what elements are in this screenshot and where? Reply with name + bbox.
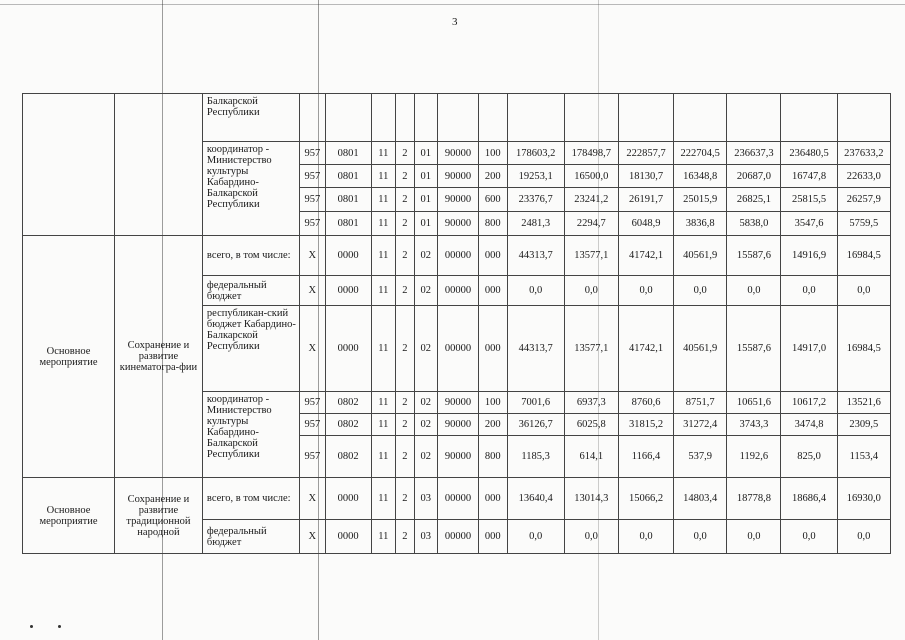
value-cell: 825,0 bbox=[781, 436, 837, 478]
value-cell: 20687,0 bbox=[727, 165, 781, 188]
empty-cell bbox=[727, 94, 781, 142]
value-cell: 236637,3 bbox=[727, 142, 781, 165]
rzpr-cell: 0000 bbox=[325, 236, 371, 276]
grbs-cell: 957 bbox=[300, 212, 326, 236]
program-code-cell: 11 bbox=[371, 520, 396, 554]
event-code-cell: 03 bbox=[414, 478, 438, 520]
program-code-cell: 11 bbox=[371, 165, 396, 188]
grbs-cell: X bbox=[300, 236, 326, 276]
rzpr-cell: 0801 bbox=[325, 212, 371, 236]
value-cell: 18130,7 bbox=[618, 165, 673, 188]
value-cell: 537,9 bbox=[674, 436, 727, 478]
event-code-cell: 01 bbox=[414, 188, 438, 212]
value-cell: 16500,0 bbox=[564, 165, 618, 188]
vr-cell: 000 bbox=[478, 276, 507, 306]
event-code-cell: 01 bbox=[414, 165, 438, 188]
value-cell: 15066,2 bbox=[618, 478, 673, 520]
value-cell: 10651,6 bbox=[727, 392, 781, 414]
value-cell: 16747,8 bbox=[781, 165, 837, 188]
value-cell: 25815,5 bbox=[781, 188, 837, 212]
direction-code-cell: 90000 bbox=[438, 392, 479, 414]
value-cell: 26825,1 bbox=[727, 188, 781, 212]
direction-code-cell: 90000 bbox=[438, 142, 479, 165]
value-cell: 5759,5 bbox=[837, 212, 890, 236]
program-code-cell: 11 bbox=[371, 392, 396, 414]
empty-cell bbox=[507, 94, 564, 142]
value-cell: 31272,4 bbox=[674, 414, 727, 436]
value-cell: 36126,7 bbox=[507, 414, 564, 436]
value-cell: 2294,7 bbox=[564, 212, 618, 236]
value-cell: 222857,7 bbox=[618, 142, 673, 165]
table-row bbox=[23, 478, 891, 520]
value-cell: 8760,6 bbox=[618, 392, 673, 414]
scan-artifact-top bbox=[0, 4, 905, 5]
value-cell: 0,0 bbox=[618, 276, 673, 306]
executor-cell: координатор - Министерство культуры Кабардино-Балкарской Республики bbox=[202, 392, 299, 478]
subprogram-code-cell: 2 bbox=[396, 436, 414, 478]
empty-cell bbox=[325, 94, 371, 142]
table-row-continuation bbox=[23, 94, 891, 142]
value-cell: 237633,2 bbox=[837, 142, 890, 165]
value-cell: 178603,2 bbox=[507, 142, 564, 165]
status-cell: Основное мероприятие bbox=[23, 478, 115, 554]
value-cell: 40561,9 bbox=[674, 236, 727, 276]
event-code-cell: 02 bbox=[414, 414, 438, 436]
vr-cell: 200 bbox=[478, 165, 507, 188]
direction-code-cell: 90000 bbox=[438, 414, 479, 436]
value-cell: 15587,6 bbox=[727, 236, 781, 276]
executor-cell: федеральный бюджет bbox=[202, 276, 299, 306]
value-cell: 0,0 bbox=[618, 520, 673, 554]
grbs-cell: 957 bbox=[300, 165, 326, 188]
value-cell: 41742,1 bbox=[618, 236, 673, 276]
direction-code-cell: 90000 bbox=[438, 188, 479, 212]
subprogram-code-cell: 2 bbox=[396, 392, 414, 414]
value-cell: 44313,7 bbox=[507, 306, 564, 392]
value-cell: 18686,4 bbox=[781, 478, 837, 520]
value-cell: 178498,7 bbox=[564, 142, 618, 165]
rzpr-cell: 0802 bbox=[325, 392, 371, 414]
event-code-cell: 01 bbox=[414, 142, 438, 165]
rzpr-cell: 0801 bbox=[325, 165, 371, 188]
subprogram-code-cell: 2 bbox=[396, 212, 414, 236]
subprogram-code-cell: 2 bbox=[396, 142, 414, 165]
program-code-cell: 11 bbox=[371, 436, 396, 478]
value-cell: 236480,5 bbox=[781, 142, 837, 165]
rzpr-cell: 0000 bbox=[325, 520, 371, 554]
program-code-cell: 11 bbox=[371, 188, 396, 212]
value-cell: 1192,6 bbox=[727, 436, 781, 478]
event-code-cell: 02 bbox=[414, 276, 438, 306]
value-cell: 0,0 bbox=[507, 276, 564, 306]
event-code-cell: 03 bbox=[414, 520, 438, 554]
executor-cell: всего, в том числе: bbox=[202, 478, 299, 520]
value-cell: 1166,4 bbox=[618, 436, 673, 478]
name-cell-blank-a bbox=[115, 94, 203, 236]
value-cell: 0,0 bbox=[781, 520, 837, 554]
subprogram-code-cell: 2 bbox=[396, 188, 414, 212]
page-number: 3 bbox=[452, 16, 458, 28]
program-code-cell: 11 bbox=[371, 478, 396, 520]
vr-cell: 000 bbox=[478, 478, 507, 520]
budget-table bbox=[22, 93, 891, 554]
direction-code-cell: 00000 bbox=[438, 520, 479, 554]
value-cell: 1185,3 bbox=[507, 436, 564, 478]
value-cell: 16348,8 bbox=[674, 165, 727, 188]
program-code-cell: 11 bbox=[371, 212, 396, 236]
value-cell: 31815,2 bbox=[618, 414, 673, 436]
vr-cell: 800 bbox=[478, 212, 507, 236]
scan-artifact-dot bbox=[58, 625, 61, 628]
event-code-cell: 02 bbox=[414, 306, 438, 392]
value-cell: 0,0 bbox=[674, 520, 727, 554]
value-cell: 8751,7 bbox=[674, 392, 727, 414]
empty-cell bbox=[414, 94, 438, 142]
value-cell: 15587,6 bbox=[727, 306, 781, 392]
executor-cell: Балкарской Республики bbox=[202, 94, 299, 142]
status-cell: Основное мероприятие bbox=[23, 236, 115, 478]
subprogram-code-cell: 2 bbox=[396, 478, 414, 520]
event-code-cell: 02 bbox=[414, 436, 438, 478]
value-cell: 19253,1 bbox=[507, 165, 564, 188]
value-cell: 3836,8 bbox=[674, 212, 727, 236]
value-cell: 0,0 bbox=[674, 276, 727, 306]
value-cell: 0,0 bbox=[781, 276, 837, 306]
vr-cell: 800 bbox=[478, 436, 507, 478]
vr-cell: 600 bbox=[478, 188, 507, 212]
executor-cell: всего, в том числе: bbox=[202, 236, 299, 276]
program-code-cell: 11 bbox=[371, 306, 396, 392]
empty-cell bbox=[300, 94, 326, 142]
value-cell: 16984,5 bbox=[837, 236, 890, 276]
vr-cell: 000 bbox=[478, 520, 507, 554]
value-cell: 14917,0 bbox=[781, 306, 837, 392]
subprogram-code-cell: 2 bbox=[396, 236, 414, 276]
value-cell: 13014,3 bbox=[564, 478, 618, 520]
subprogram-code-cell: 2 bbox=[396, 520, 414, 554]
event-code-cell: 01 bbox=[414, 212, 438, 236]
value-cell: 3474,8 bbox=[781, 414, 837, 436]
grbs-cell: X bbox=[300, 478, 326, 520]
value-cell: 16984,5 bbox=[837, 306, 890, 392]
empty-cell bbox=[781, 94, 837, 142]
value-cell: 6025,8 bbox=[564, 414, 618, 436]
value-cell: 40561,9 bbox=[674, 306, 727, 392]
value-cell: 13521,6 bbox=[837, 392, 890, 414]
direction-code-cell: 00000 bbox=[438, 276, 479, 306]
empty-cell bbox=[674, 94, 727, 142]
value-cell: 1153,4 bbox=[837, 436, 890, 478]
value-cell: 0,0 bbox=[564, 276, 618, 306]
grbs-cell: X bbox=[300, 520, 326, 554]
subprogram-code-cell: 2 bbox=[396, 276, 414, 306]
value-cell: 0,0 bbox=[837, 520, 890, 554]
direction-code-cell: 00000 bbox=[438, 236, 479, 276]
rzpr-cell: 0000 bbox=[325, 478, 371, 520]
table-row bbox=[23, 236, 891, 276]
value-cell: 7001,6 bbox=[507, 392, 564, 414]
value-cell: 3743,3 bbox=[727, 414, 781, 436]
subprogram-code-cell: 2 bbox=[396, 414, 414, 436]
value-cell: 41742,1 bbox=[618, 306, 673, 392]
grbs-cell: 957 bbox=[300, 142, 326, 165]
value-cell: 25015,9 bbox=[674, 188, 727, 212]
direction-code-cell: 90000 bbox=[438, 165, 479, 188]
value-cell: 6937,3 bbox=[564, 392, 618, 414]
scan-artifact-dot bbox=[30, 625, 33, 628]
value-cell: 0,0 bbox=[727, 520, 781, 554]
value-cell: 2481,3 bbox=[507, 212, 564, 236]
event-name-cell: Сохранение и развитие кинематогра-фии bbox=[115, 236, 203, 478]
rzpr-cell: 0802 bbox=[325, 436, 371, 478]
vr-cell: 000 bbox=[478, 306, 507, 392]
value-cell: 222704,5 bbox=[674, 142, 727, 165]
grbs-cell: 957 bbox=[300, 436, 326, 478]
executor-cell: координатор - Министерство культуры Кабардино-Балкарской Республики bbox=[202, 142, 299, 236]
value-cell: 26191,7 bbox=[618, 188, 673, 212]
grbs-cell: X bbox=[300, 276, 326, 306]
value-cell: 0,0 bbox=[727, 276, 781, 306]
value-cell: 22633,0 bbox=[837, 165, 890, 188]
program-code-cell: 11 bbox=[371, 236, 396, 276]
grbs-cell: 957 bbox=[300, 392, 326, 414]
value-cell: 0,0 bbox=[507, 520, 564, 554]
vr-cell: 000 bbox=[478, 236, 507, 276]
value-cell: 2309,5 bbox=[837, 414, 890, 436]
direction-code-cell: 90000 bbox=[438, 212, 479, 236]
vr-cell: 100 bbox=[478, 142, 507, 165]
vr-cell: 100 bbox=[478, 392, 507, 414]
empty-cell bbox=[396, 94, 414, 142]
program-code-cell: 11 bbox=[371, 276, 396, 306]
grbs-cell: X bbox=[300, 306, 326, 392]
event-name-cell: Сохранение и развитие традиционной народной bbox=[115, 478, 203, 554]
value-cell: 6048,9 bbox=[618, 212, 673, 236]
empty-cell bbox=[618, 94, 673, 142]
empty-cell bbox=[478, 94, 507, 142]
value-cell: 13577,1 bbox=[564, 306, 618, 392]
program-code-cell: 11 bbox=[371, 142, 396, 165]
value-cell: 18778,8 bbox=[727, 478, 781, 520]
vr-cell: 200 bbox=[478, 414, 507, 436]
executor-cell: федеральный бюджет bbox=[202, 520, 299, 554]
grbs-cell: 957 bbox=[300, 188, 326, 212]
value-cell: 23376,7 bbox=[507, 188, 564, 212]
rzpr-cell: 0801 bbox=[325, 142, 371, 165]
value-cell: 44313,7 bbox=[507, 236, 564, 276]
empty-cell bbox=[564, 94, 618, 142]
event-code-cell: 02 bbox=[414, 236, 438, 276]
value-cell: 26257,9 bbox=[837, 188, 890, 212]
program-code-cell: 11 bbox=[371, 414, 396, 436]
rzpr-cell: 0801 bbox=[325, 188, 371, 212]
value-cell: 14803,4 bbox=[674, 478, 727, 520]
value-cell: 614,1 bbox=[564, 436, 618, 478]
direction-code-cell: 00000 bbox=[438, 306, 479, 392]
value-cell: 10617,2 bbox=[781, 392, 837, 414]
empty-cell bbox=[371, 94, 396, 142]
event-code-cell: 02 bbox=[414, 392, 438, 414]
empty-cell bbox=[438, 94, 479, 142]
subprogram-code-cell: 2 bbox=[396, 306, 414, 392]
subprogram-code-cell: 2 bbox=[396, 165, 414, 188]
status-cell-blank-a bbox=[23, 94, 115, 236]
rzpr-cell: 0000 bbox=[325, 276, 371, 306]
value-cell: 16930,0 bbox=[837, 478, 890, 520]
rzpr-cell: 0802 bbox=[325, 414, 371, 436]
grbs-cell: 957 bbox=[300, 414, 326, 436]
direction-code-cell: 90000 bbox=[438, 436, 479, 478]
empty-cell bbox=[837, 94, 890, 142]
direction-code-cell: 00000 bbox=[438, 478, 479, 520]
value-cell: 0,0 bbox=[837, 276, 890, 306]
value-cell: 23241,2 bbox=[564, 188, 618, 212]
value-cell: 3547,6 bbox=[781, 212, 837, 236]
value-cell: 0,0 bbox=[564, 520, 618, 554]
value-cell: 14916,9 bbox=[781, 236, 837, 276]
value-cell: 5838,0 bbox=[727, 212, 781, 236]
executor-cell: республикан-ский бюджет Кабардино-Балкарской Республики bbox=[202, 306, 299, 392]
value-cell: 13640,4 bbox=[507, 478, 564, 520]
value-cell: 13577,1 bbox=[564, 236, 618, 276]
rzpr-cell: 0000 bbox=[325, 306, 371, 392]
